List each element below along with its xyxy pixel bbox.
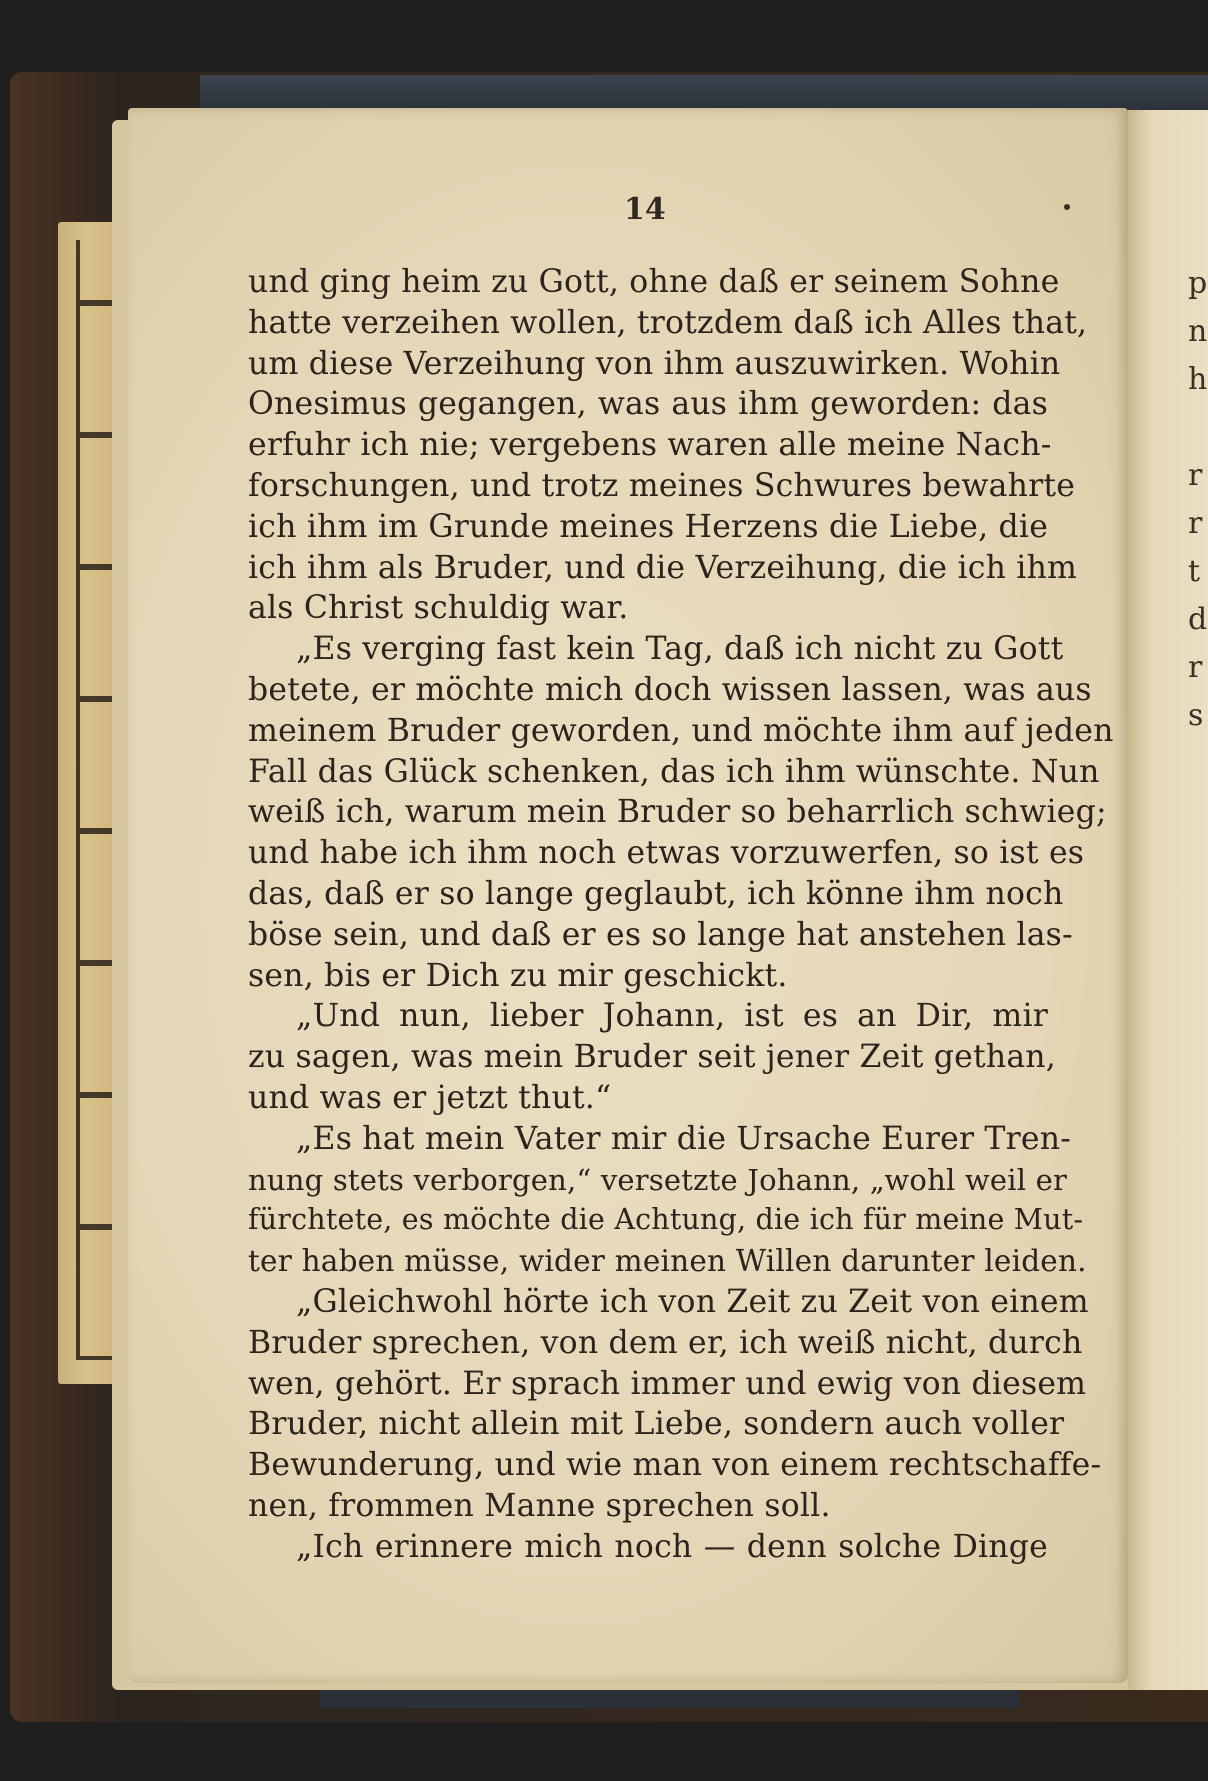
text-line: ich ihm als Bruder, und die Verzeihung, die ich ihm — [248, 549, 1078, 586]
text-line: nen, frommen Manne sprechen soll. — [248, 1487, 831, 1524]
text-line: und was er jetzt thut.“ — [248, 1079, 612, 1116]
text-line: und habe ich ihm noch etwas vorzuwerfen, so ist es — [248, 835, 1085, 872]
text-line: fürchtete, es möchte die Achtung, die ich für meine Mut- — [248, 1203, 1084, 1237]
ink-dot — [1064, 204, 1070, 210]
text-line: „Ich erinnere mich noch — denn solche Dinge — [296, 1528, 1048, 1565]
text-line: das, daß er so lange geglaubt, ich könne ihm noch — [248, 875, 1064, 912]
text-line: Bruder, nicht allein mit Liebe, sondern auch voller — [248, 1406, 1065, 1443]
text-line: nung stets verborgen,“ versetzte Johann, „wohl weil er — [248, 1162, 1068, 1197]
page-number: 14 — [624, 192, 666, 227]
text-line: Bewunderung, und wie man von einem rechtschaffe- — [248, 1447, 1102, 1484]
text-line: „Gleichwohl hörte ich von Zeit zu Zeit von einem — [296, 1283, 1089, 1320]
text-line: Fall das Glück schenken, das ich ihm wünschte. Nun — [248, 753, 1100, 790]
text-line: hatte verzeihen wollen, trotzdem daß ich Alles that, — [248, 304, 1088, 341]
ornament-border — [76, 240, 117, 1360]
text-line: meinem Bruder geworden, und möchte ihm auf jeden — [248, 712, 1114, 749]
text-line: böse sein, und daß er es so lange hat anstehen las- — [248, 916, 1073, 953]
text-line: Onesimus gegangen, was aus ihm geworden: das — [248, 386, 1048, 423]
text-line: „Es hat mein Vater mir die Ursache Eurer Tren- — [296, 1120, 1072, 1157]
facing-page-text: p n h r r t d r s — [1188, 266, 1208, 733]
text-line: als Christ schuldig war. — [248, 590, 629, 627]
text-line: sen, bis er Dich zu mir geschickt. — [248, 957, 788, 994]
text-line: wen, gehört. Er sprach immer und ewig von diesem — [248, 1365, 1087, 1402]
text-line: zu sagen, was mein Bruder seit jener Zeit gethan, — [248, 1039, 1057, 1076]
text-line: weiß ich, warum mein Bruder so beharrlich schwieg; — [248, 794, 1107, 831]
text-line: um diese Verzeihung von ihm auszuwirken. Wohin — [248, 345, 1061, 382]
text-line: ter haben müsse, wider meinen Willen darunter leiden. — [248, 1244, 1087, 1279]
text-line: und ging heim zu Gott, ohne daß er seinem Sohne — [248, 264, 1060, 300]
text-line: forschungen, und trotz meines Schwures bewahrte — [248, 467, 1076, 504]
text-line: ich ihm im Grunde meines Herzens die Liebe, die — [248, 508, 1049, 545]
text-line: erfuhr ich nie; vergebens waren alle meine Nach- — [248, 427, 1052, 464]
text-line: „Und nun, lieber Johann, ist es an Dir, mir — [296, 998, 1048, 1035]
text-line: Bruder sprechen, von dem er, ich weiß nicht, durch — [248, 1324, 1083, 1361]
text-line: „Es verging fast kein Tag, daß ich nicht zu Gott — [296, 631, 1064, 668]
page-text — [248, 262, 1114, 1568]
text-line: betete, er möchte mich doch wissen lassen, was aus — [248, 671, 1092, 708]
